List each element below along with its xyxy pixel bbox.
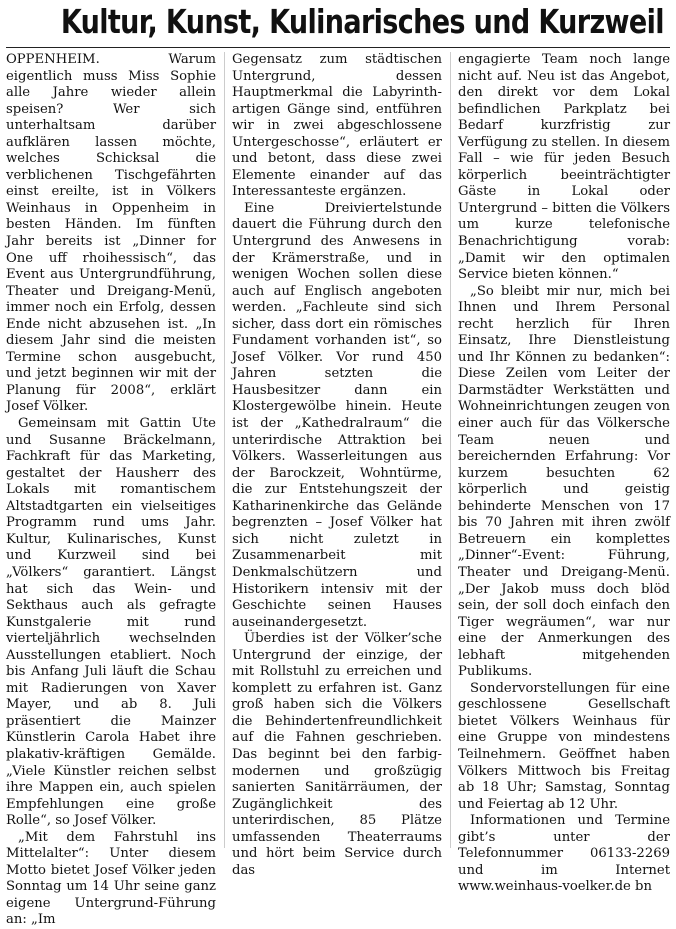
article-headline: Kultur, Kunst, Kulinarisches und Kurzweil xyxy=(60,2,664,41)
paragraph: OPPENHEIM. Warum eigentlich muss Miss Sophie alle Jahre wieder allein speisen? Wer sich unterhaltsam darüber aufklären lassen möchte, welches Schicksal die verblichenen Tischgefährten einst ereilte, ist in Völkers Weinhaus in Oppenheim in besten Händen. Im fünften Jahr bereits ist „Dinner for One uff rhoihessisch“, das Event aus Untergrundführung, Theater und Dreigang-Menü, immer noch ein Erfolg, dessen Ende nicht abzusehen ist. „In diesem Jahr sind die meisten Termine schon ausgebucht, und jetzt beginnen wir mit der Planung für 2008“, erklärt Josef Völker. xyxy=(6,52,216,415)
paragraph: „Mit dem Fahrstuhl ins Mittelalter“: Unter diesem Motto bietet Josef Völker jeden Sonntag um 14 Uhr seine ganz eigene Untergrund-Führung an: „Im xyxy=(6,829,216,928)
article-column-2 xyxy=(232,52,442,878)
article-column-1 xyxy=(6,52,216,928)
paragraph: „So bleibt mir nur, mich bei Ihnen und Ihrem Personal recht herzlich für Ihren Einsatz, Ihre Dienstleistung und Ihr Können zu bedanken“: Diese Zeilen vom Leiter der Darmstädter Werkstätten und Wohneinrichtungen zeugen von einer auch für das Völkersche Team neuen und bereichernden Erfahrung: Vor kurzem besuchten 62 körperlich und geistig behinderte Menschen von 17 bis 70 Jahren mit ihren zwölf Betreuern ein komplettes „Dinner“-Event: Führung, Theater und Dreigang-Menü. „Der Jakob muss doch blöd sein, der soll doch einfach den Tiger wegräumen“, war nur eine der Anmerkungen des lebhaft mitgehenden Publikums. xyxy=(458,283,670,680)
column-divider xyxy=(224,52,225,848)
paragraph: engagierte Team noch lange nicht auf. Neu ist das Angebot, den direkt vor dem Lokal befindlichen Parkplatz bei Bedarf kurzfristig zur Verfügung zu stellen. In diesem Fall – wie für jeden Besuch körperlich beeinträchtigter Gäste in Lokal oder Untergrund – bitten die Völkers um kurze telefonische Benachrichtigung vorab: „Damit wir den optimalen Service bieten können.“ xyxy=(458,52,670,283)
headline-rule xyxy=(6,47,670,48)
paragraph: Sondervorstellungen für eine geschlossene Gesellschaft bietet Völkers Weinhaus für eine Gruppe von mindestens Teilnehmern. Geöffnet haben Völkers Mittwoch bis Freitag ab 18 Uhr; Samstag, Sonntag und Feiertag ab 12 Uhr. xyxy=(458,680,670,812)
column-divider xyxy=(450,52,451,848)
paragraph: Eine Dreiviertelstunde dauert die Führung durch den Untergrund des Anwesens in der Krämerstraße, und in wenigen Wochen sollen diese auch auf Englisch angeboten werden. „Fachleute sind sich sicher, dass dort ein römisches Fundament vorhanden ist“, so Josef Völker. Vor rund 450 Jahren setzten die Hausbesitzer dann ein Klostergewölbe hinein. Heute ist der „Kathedralraum“ die unterirdische Attraktion bei Völkers. Wasserleitungen aus der Barockzeit, Wohntürme, die zur Entstehungszeit der Katharinenkirche das Gelände begrenzten – Josef Völker hat sich nicht zuletzt in Zusammenarbeit mit Denkmalschützern und Historikern intensiv mit der Geschichte seinen Hauses auseinandergesetzt. xyxy=(232,200,442,630)
paragraph: Informationen und Termine gibt’s unter der Telefonnummer 06133-2269 und im Internet www.weinhaus-voelker.de bn xyxy=(458,813,670,895)
paragraph: Gemeinsam mit Gattin Ute und Susanne Bräckelmann, Fachkraft für das Marketing, gestaltet der Hausherr des Lokals mit romantischem Altstadtgarten ein vielseitiges Programm rund ums Jahr. Kultur, Kulinarisches, Kunst und Kurzweil sind bei „Völkers“ garantiert. Längst hat sich das Wein- und Sekthaus auch als gefragte Kunstgalerie mit rund vierteljährlich wechselnden Ausstellungen etabliert. Noch bis Anfang Juli läuft die Schau mit Radierungen von Xaver Mayer, und ab 8. Juli präsentiert die Mainzer Künstlerin Carola Habet ihre plakativ-kräftigen Gemälde. „Viele Künstler reichen selbst ihre Mappen ein, auch spielen Empfehlungen eine große Rolle“, so Josef Völker. xyxy=(6,416,216,829)
paragraph: Gegensatz zum städtischen Untergrund, dessen Hauptmerkmal die Labyrinth-artigen Gänge sind, entführen wir in zwei abgeschlossene Untergeschosse“, erläutert er und betont, dass diese zwei Elemente einander auf das Interessanteste ergänzen. xyxy=(232,52,442,200)
article-column-3 xyxy=(458,52,670,895)
paragraph: Überdies ist der Völker’sche Untergrund der einzige, der mit Rollstuhl zu erreichen und komplett zu erfahren ist. Ganz groß haben sich die Völkers die Behindertenfreundlichkeit auf die Fahnen geschrieben. Das beginnt bei den farbig-modernen und großzügig sanierten Sanitärräumen, der Zugänglichkeit des unterirdischen, 85 Plätze umfassenden Theaterraums und hört beim Service durch das xyxy=(232,631,442,878)
